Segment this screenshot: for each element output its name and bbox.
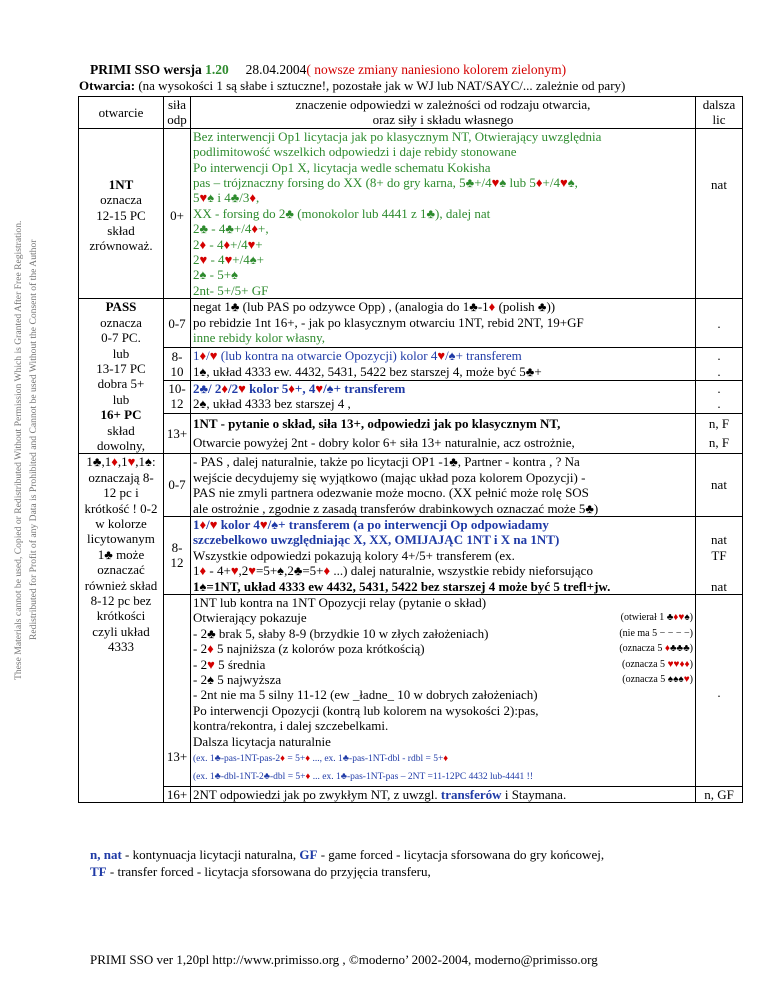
subtitle-text: (na wysokości 1 są słabe i sztuczne!, pozostałe jak w WJ lub NAT/SAYC/... zależnie od pary): [138, 78, 626, 93]
meaning-pass-4: 1NT - pytanie o skład, siła 13+, odpowiedzi jak po klasycznym NT, Otwarcie powyżej 2nt - dobry kolor 6+ siła 13+ naturalnie, acz ostrożnie,: [191, 413, 696, 453]
further-one-3: .: [696, 595, 743, 787]
header-strength: siła odp: [164, 97, 191, 129]
watermark-line-2: Redistributed for Profit of any Data is Prohibited and Cannot be used Without the Consent of the Author: [28, 239, 39, 640]
page-footer: PRIMI SSO ver 1,20pl http://www.primisso.org , ©moderno’ 2002-2004, moderno@primisso.org: [90, 952, 598, 967]
further-one-2: nat TF nat: [696, 516, 743, 594]
strength-pass-4: 13+: [164, 413, 191, 453]
table-row: [79, 413, 743, 453]
meaning-one-2: 1♦/♥ kolor 4♥/♠+ transferem (a po interwencji Op odpowiadamy szczebelkowo uwzględniając X, XX, OMIJAJĄC 1NT i X na 1NT) Wszystkie odpowiedzi pokazują kolory 4+/5+ transferem (ex. 1♦ - 4+♥,2♥=5+♠,2♣=5+♦ ...) dalej naturalnie, wszystkie rebidy nieforsująco 1♠=1NT, układ 4333 ew 4432, 5431, 5422 bez starszej 4 może być 5 trefl+jw.: [191, 516, 696, 594]
table-row: [79, 128, 743, 298]
page-title: [90, 62, 566, 78]
strength-1nt: 0+: [164, 128, 191, 298]
strength-pass-2: 8-10: [164, 348, 191, 381]
further-pass-4: n, F n, F: [696, 413, 743, 453]
title-date: 28.04.2004: [245, 62, 307, 77]
further-pass-1: .: [696, 299, 743, 348]
opening-1nt: 1NT oznacza 12-15 PC skład zrównoważ.: [79, 128, 164, 298]
meaning-pass-1: negat 1♣ (lub PAS po odzywce Opp) , (analogia do 1♣-1♦ (polish ♣)) po rebidzie 1nt 16+, - jak po klasycznym otwarciu 1NT, rebid 2NT, 19+GF inne rebidy kolor własny,: [191, 299, 696, 348]
table-row: [79, 454, 743, 517]
strength-one-3: 13+: [164, 595, 191, 787]
watermark-line-1: These Materials cannot be used, Copied or Redistributed Without Permission Which is Granted After Free Registration.: [13, 220, 24, 680]
further-1nt: nat: [696, 128, 743, 298]
openings-table: [78, 96, 743, 803]
table-row: [79, 381, 743, 414]
legend-notes: n, nat - kontynuacja licytacji naturalna, GF - game forced - licytacja sforsowana do gry końcowej, TF - transfer forced - licytacja sforsowana do przyjęcia transferu,: [90, 847, 605, 879]
header-opening: otwarcie: [79, 97, 164, 129]
title-prefix: PRIMI SSO wersja: [90, 62, 202, 77]
table-header-row: [79, 97, 743, 129]
table-row: [79, 516, 743, 594]
strength-one-4: 16+: [164, 786, 191, 802]
opening-pass: PASS oznacza 0-7 PC. lub 13-17 PC dobra 5+ lub 16+ PC skład dowolny,: [79, 299, 164, 454]
title-note: ( nowsze zmiany naniesiono kolorem zielonym): [306, 62, 567, 77]
further-pass-2: . .: [696, 348, 743, 381]
further-one-4: n, GF: [696, 786, 743, 802]
table-row: [79, 299, 743, 348]
meaning-pass-2: 1♦/♥ (lub kontra na otwarcie Opozycji) kolor 4♥/♠+ transferem 1♠, układ 4333 ew. 4432, 5431, 5422 bez starszej 4, może być 5♣+: [191, 348, 696, 381]
table-row: [79, 786, 743, 802]
strength-one-1: 0-7: [164, 454, 191, 517]
meaning-one-4: 2NT odpowiedzi jak po zwykłym NT, z uwzgl. transferów i Staymana.: [191, 786, 696, 802]
subtitle: [79, 78, 625, 94]
meaning-1nt: Bez interwencji Op1 licytacja jak po klasycznym NT, Otwierający uwzględnia podlimitowość wszelkich odpowiedzi i daje rebidy stonowane Po interwencji Op1 X, licytacja wedle schematu Kokisha pas – trójznaczny forsing do XX (8+ do gry karna, 5♣+/4♥♠ lub 5♦+/4♥♠, 5♥♠ i 4♣/3♦, XX - forsing do 2♣ (monokolor lub 4441 z 1♣), dalej nat 2♣ - 4♣+/4♦+, 2♦ - 4♦+/4♥+ 2♥ - 4♥+/4♠+ 2♠ - 5+♠ 2nt- 5+/5+ GF: [191, 128, 696, 298]
title-version: 1.20: [205, 62, 229, 77]
subtitle-label: Otwarcia:: [79, 78, 136, 93]
header-further: dalsza lic: [696, 97, 743, 129]
further-one-1: nat: [696, 454, 743, 517]
table-row: [79, 595, 743, 787]
further-pass-3: . .: [696, 381, 743, 414]
meaning-one-1: - PAS , dalej naturalnie, także po licytacji OP1 -1♣, Partner - kontra , ? Na wejście decydujemy się wyjątkowo (mając układ poza kolorem Opozycji) - PAS nie zmyli partnera odezwanie może mocno. (XX pełnić może rolę SOS ale ostrożnie , zgodnie z zasadą transferów drabinkowych oznaczać może 5♣): [191, 454, 696, 517]
header-meaning: znaczenie odpowiedzi w zależności od rodzaju otwarcia, oraz siły i składu własnego: [191, 97, 696, 129]
meaning-one-3: 1NT lub kontra na 1NT Opozycji relay (pytanie o skład) Otwierający pokazuje (otwierał 1 ♣♦♥♠) - 2♣ brak 5, słaby 8-9 (brzydkie 10 w złych założeniach) (nie ma 5 − − − −) - 2♦ 5 najniższa (z kolorów poza krótkością) (oznacza 5 ♦♣♣♣) - 2♥ 5 średnia (oznacza 5 ♥♥♦♦) - 2♠ 5 najwyższa (oznacza 5 ♠♠♠♥) - 2nt nie ma 5 silny 11-12 (ew _ładne_ 10 w dobrych założeniach) Po interwencji Opozycji (kontrą lub kolorem na wysokości 2):pas, kontra/rekontra, i dalej szczebelkami. Dalsza licytacja naturalnie (ex. 1♣-pas-1NT-pas-2♦ = 5+♦ ..., ex. 1♣-pas-1NT-dbl - rdbl = 5+♦ (ex. 1♣-dbl-1NT-2♣-dbl = 5+♦ ... ex. 1♣-pas-1NT-pas – 2NT =11-12PC 4432 lub-4441 !!: [191, 595, 696, 787]
meaning-pass-3: 2♣/ 2♦/2♥ kolor 5♦+, 4♥/♠+ transferem 2♠, układ 4333 bez starszej 4 ,: [191, 381, 696, 414]
watermark: [4, 120, 52, 680]
table-row: [79, 348, 743, 381]
strength-pass-3: 10-12: [164, 381, 191, 414]
strength-one-2: 8-12: [164, 516, 191, 594]
opening-one-suit: 1♣,1♦,1♥,1♠: oznaczają 8- 12 pc i krótkość ! 0-2 w kolorze licytowanym 1♣ może oznaczać również skład 8-12 pc bez krótkości czyli układ 4333: [79, 454, 164, 803]
strength-pass-1: 0-7: [164, 299, 191, 348]
